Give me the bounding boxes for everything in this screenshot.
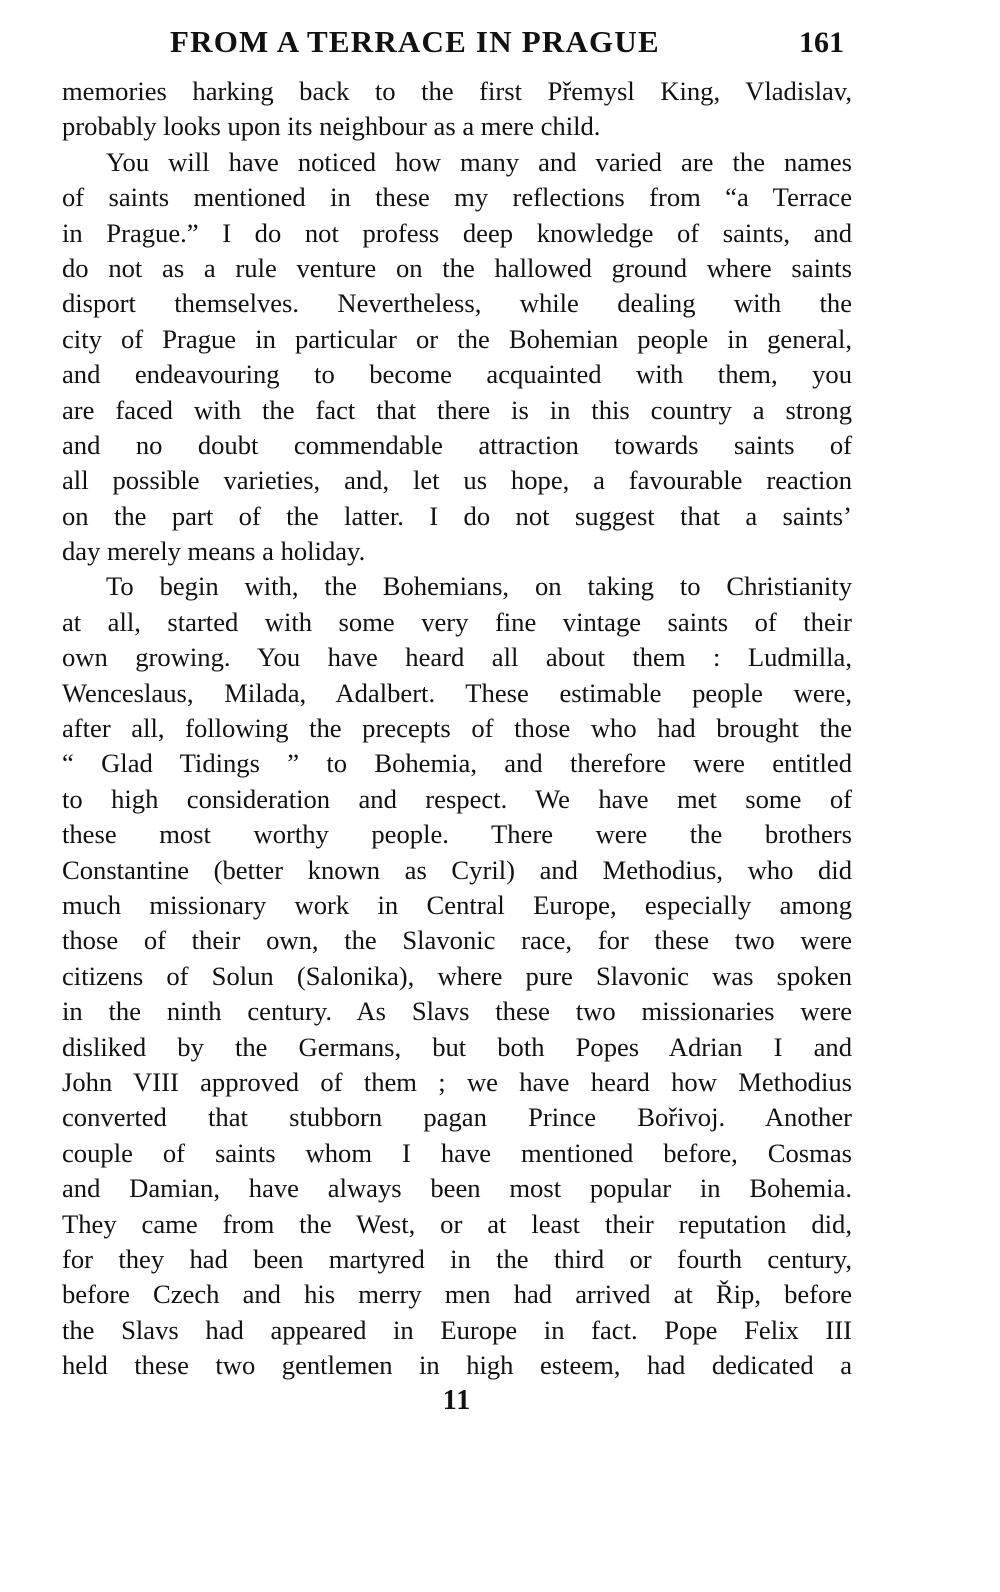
- text-line: of saints mentioned in these my reflections from “a Terrace: [62, 182, 852, 213]
- text-line: probably looks upon its neighbour as a mere child.: [62, 111, 601, 142]
- text-line: in Prague.” I do not profess deep knowledge of saints, and: [62, 217, 852, 248]
- text-line: They came from the West, or at least their reputation did,: [62, 1208, 852, 1239]
- text-line: these most worthy people. There were the brothers: [62, 819, 852, 850]
- text-line: converted that stubborn pagan Prince Bořivoj. Another: [62, 1102, 852, 1133]
- text-line: citizens of Solun (Salonika), where pure Slavonic was spoken: [62, 960, 852, 991]
- text-line: and endeavouring to become acquainted with them, you: [62, 359, 852, 390]
- text-line: all possible varieties, and, let us hope, a favourable reaction: [62, 465, 852, 496]
- text-line: much missionary work in Central Europe, especially among: [62, 889, 852, 920]
- text-line: before Czech and his merry men had arrived at Řip, before: [62, 1279, 852, 1310]
- text-line: own growing. You have heard all about them : Ludmilla,: [62, 642, 852, 673]
- text-line: after all, following the precepts of those who had brought the: [62, 713, 852, 744]
- text-line: John VIII approved of them ; we have heard how Methodius: [62, 1066, 852, 1097]
- body-text: [62, 74, 852, 1383]
- text-line: disport themselves. Nevertheless, while dealing with the: [62, 288, 852, 319]
- text-line: To begin with, the Bohemians, on taking to Christianity: [106, 571, 852, 602]
- text-line: those of their own, the Slavonic race, for these two were: [62, 925, 852, 956]
- text-line: in the ninth century. As Slavs these two missionaries were: [62, 996, 852, 1027]
- page-number: 161: [799, 26, 844, 59]
- running-head: [62, 22, 852, 70]
- text-line: held these two gentlemen in high esteem, had dedicated a: [62, 1350, 852, 1381]
- text-line: to high consideration and respect. We have met some of: [62, 783, 852, 814]
- running-title: FROM A TERRACE IN PRAGUE: [170, 24, 660, 59]
- book-page: [62, 22, 852, 1417]
- text-line: city of Prague in particular or the Bohemian people in general,: [62, 323, 852, 354]
- text-line: on the part of the latter. I do not suggest that a saints’: [62, 500, 852, 531]
- text-line: memories harking back to the first Přemysl King, Vladislav,: [62, 76, 852, 106]
- text-line: day merely means a holiday.: [62, 536, 366, 567]
- text-line: couple of saints whom I have mentioned before, Cosmas: [62, 1137, 852, 1168]
- text-line: at all, started with some very fine vintage saints of their: [62, 606, 852, 637]
- text-line: do not as a rule venture on the hallowed ground where saints: [62, 252, 852, 283]
- text-line: are faced with the fact that there is in this country a strong: [62, 394, 852, 425]
- text-line: and Damian, have always been most popular in Bohemia.: [62, 1173, 852, 1204]
- text-line: Wenceslaus, Milada, Adalbert. These estimable people were,: [62, 677, 852, 708]
- text-line: “ Glad Tidings ” to Bohemia, and therefore were entitled: [62, 748, 852, 779]
- signature-mark: 11: [442, 1385, 472, 1417]
- text-line: and no doubt commendable attraction towards saints of: [62, 429, 852, 460]
- text-line: the Slavs had appeared in Europe in fact. Pope Felix III: [62, 1314, 852, 1345]
- text-line: You will have noticed how many and varied are the names: [106, 146, 852, 177]
- text-line: disliked by the Germans, but both Popes Adrian I and: [62, 1031, 852, 1062]
- text-line: for they had been martyred in the third or fourth century,: [62, 1243, 852, 1274]
- text-line: Constantine (better known as Cyril) and Methodius, who did: [62, 854, 852, 885]
